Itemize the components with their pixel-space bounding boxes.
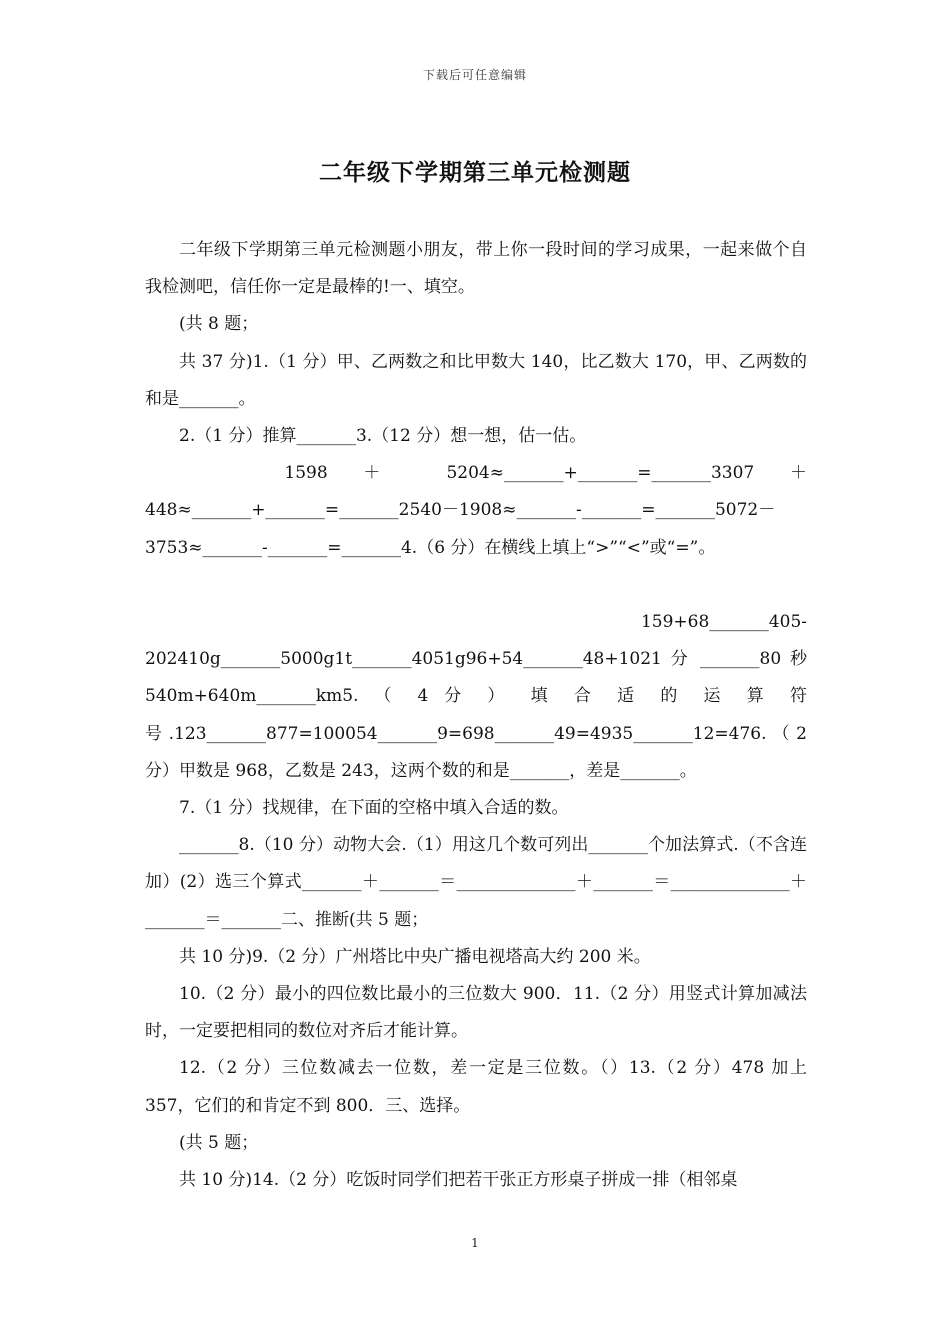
page-number: 1 xyxy=(471,1236,479,1250)
paragraph-estimate-line-1: 1598 ＋ 5204≈_______+_______=_______3307 ＋ xyxy=(284,463,807,484)
header-note: 下载后可任意编辑 xyxy=(422,68,527,82)
paragraph-question-6: 分）甲数是 968，乙数是 243，这两个数的和是_______，差是_______。 xyxy=(145,760,697,781)
paragraph-section-3-count: (共 5 题； xyxy=(179,1132,259,1153)
paragraph-question-1: 共 37 分)1.（1 分）甲、乙两数之和比甲数大 140，比乙数大 170，甲、乙两数的和是_______。 xyxy=(145,351,807,409)
paragraph-question-2-3: 2.（1 分）推算_______3.（12 分）想一想，估一估。 xyxy=(179,426,587,447)
paragraph-question-7: 7.（1 分）找规律，在下面的空格中填入合适的数。 xyxy=(179,798,569,819)
paragraph-compare-line-1: 159+68_______405- xyxy=(640,612,807,633)
paragraph-intro: 二年级下学期第三单元检测题小朋友，带上你一段时间的学习成果，一起来做个自我检测吧，信任你一定是最棒的!一、填空。 xyxy=(145,240,807,298)
document-title: 二年级下学期第三单元检测题 xyxy=(319,159,631,186)
paragraph-question-8: _______8.（10 分）动物大会.（1）用这几个数可列出_______个加法算式.（不含连加）(2）选三个算式_______＋_______＝______________＋_______＝______________＋_______＝_______二、推断(共 5 题； xyxy=(145,835,807,930)
paragraph-question-12-13: 12.（2 分）三位数减去一位数，差一定是三位数。（）13.（2 分）478 加上 357，它们的和肯定不到 800．三、选择。 xyxy=(145,1058,807,1116)
paragraph-estimate-line-2: 448≈_______+_______=_______2540－1908≈_______-_______=_______5072－ xyxy=(145,500,776,521)
paragraph-operator-line: 号 .123_______877=100054_______9=698_______49=4935_______12=476. （ 2 xyxy=(145,723,807,744)
paragraph-question-9: 共 10 分)9.（2 分）广州塔比中央广播电视塔高大约 200 米。 xyxy=(179,946,651,967)
document-body xyxy=(145,232,807,1199)
paragraph-question-14: 共 10 分)14.（2 分）吃饭时同学们把若干张正方形桌子拼成一排（相邻桌 xyxy=(179,1170,738,1191)
paragraph-compare-line-3: 540m+640m_______km5. （ 4 分 ） 填 合 适 的 运 算 符 xyxy=(145,686,807,707)
paragraph-gap xyxy=(145,567,807,604)
paragraph-section-count: (共 8 题； xyxy=(179,314,259,335)
paragraph-question-10-11: 10.（2 分）最小的四位数比最小的三位数大 900．11.（2 分）用竖式计算加减法时，一定要把相同的数位对齐后才能计算。 xyxy=(145,984,807,1042)
paragraph-compare-line-2: 202410g_______5000g1t_______4051g96+54_______48+1021 分 _______80 秒 xyxy=(145,649,807,670)
paragraph-estimate-line-3: 3753≈_______-_______=_______4.（6 分）在横线上填上“>”“<”或“=”。 xyxy=(145,537,716,558)
